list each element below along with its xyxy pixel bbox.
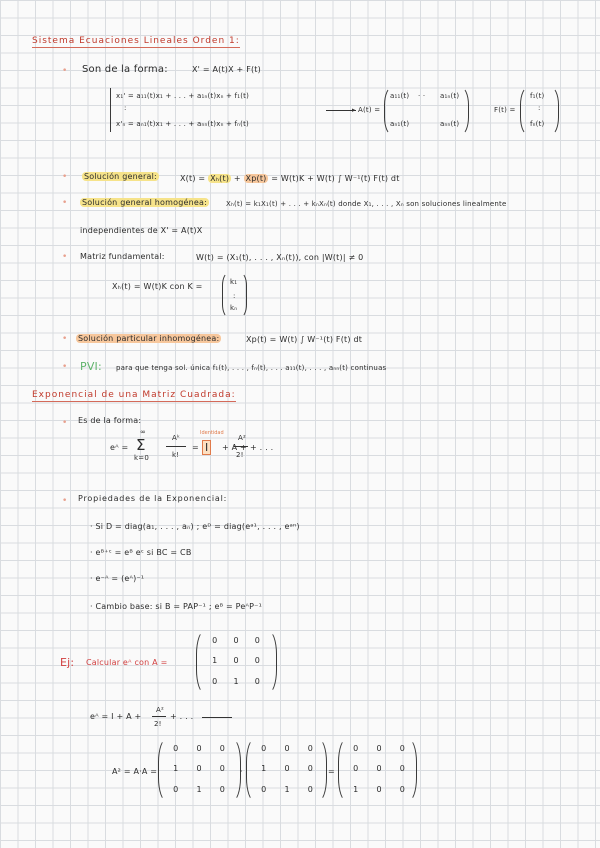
series-tail: + . . .: [170, 712, 194, 721]
cell: 0: [219, 785, 225, 795]
general-label: [82, 172, 159, 181]
form-intro: Son de la forma:: [82, 64, 168, 75]
prop-dot: ·: [90, 522, 96, 531]
cell: 0: [196, 743, 202, 753]
general-eq-b: = W(t)K + W(t) ∫ W⁻¹(t) F(t) dt: [268, 174, 400, 183]
prop-dot: ·: [90, 602, 96, 611]
cell: 0: [353, 743, 359, 753]
a1n: a₁ₙ(t): [440, 92, 460, 100]
general-equation: [180, 174, 400, 183]
general-xp: Xp(t): [245, 174, 267, 183]
pvi-text: para que tenga sol. única f₁(t), . . . , fₙ(t), . . . a₁₁(t), . . . , aₙₙ(t) continuas: [116, 364, 387, 372]
matrix-3: [344, 738, 414, 800]
system-brace: [110, 88, 111, 132]
cell: 0: [173, 743, 179, 753]
a2-label: A² = A·A =: [112, 767, 158, 776]
sum-top: ∞: [140, 428, 147, 436]
cell: 1: [212, 656, 218, 666]
cell: 1: [196, 785, 202, 795]
cell: 0: [399, 785, 405, 795]
cell: 0: [399, 764, 405, 774]
homog-equation: Xₕ(t) = k₁X₁(t) + . . . + kₙXₙ(t) donde X₁, . . . , Xₙ son soluciones linealmente: [226, 200, 507, 208]
series-den: 2!: [154, 720, 162, 728]
frac-num: Aᵏ: [172, 434, 181, 442]
bullet: •: [62, 252, 68, 262]
k-dots: :: [233, 292, 236, 300]
frac2-line: [234, 446, 248, 447]
arrow-head: ▸: [352, 106, 356, 114]
cell: 1: [353, 785, 359, 795]
cell: 0: [212, 677, 218, 687]
expo-intro: Es de la forma:: [78, 416, 142, 425]
cell: 1: [261, 764, 267, 774]
kn: kₙ: [230, 304, 238, 312]
matrix-1: [164, 738, 234, 800]
cell: 0: [219, 743, 225, 753]
cell: 0: [307, 743, 313, 753]
cell: 0: [254, 635, 260, 645]
cell: 0: [261, 743, 267, 753]
frac2-den: 2!: [236, 451, 244, 459]
expo-tail: + . . .: [250, 443, 274, 452]
a11: a₁₁(t): [390, 92, 410, 100]
ann: aₙₙ(t): [440, 120, 460, 128]
system-row-n: x'ₙ = aₙ₁(t)x₁ + . . . + aₙₙ(t)xₙ + fₙ(t): [116, 120, 249, 128]
bullet: •: [62, 362, 68, 372]
matrix-A-label: A(t) =: [358, 106, 381, 114]
cell: 0: [212, 635, 218, 645]
expo-rest: + A +: [222, 443, 247, 452]
F-right-paren: [550, 86, 559, 136]
F-left-paren: [520, 86, 529, 136]
identity-tag: Identidad: [200, 430, 224, 436]
m3-right: [408, 738, 417, 802]
prop-2-text: eᴮ⁺ᶜ = eᴮ eᶜ si BC = CB: [95, 548, 192, 557]
dot-op: ·: [240, 767, 243, 776]
cell: 0: [254, 656, 260, 666]
eq-op: =: [328, 767, 335, 776]
system-dots: :: [124, 104, 127, 112]
prop-4-text: Cambio base: si B = PAP⁻¹ ; eᴮ = PeᴬP⁻¹: [95, 602, 262, 611]
exA-right-paren: [268, 630, 277, 694]
expo-eq: =: [192, 443, 199, 452]
fund-equation: W(t) = (X₁(t), . . . , Xₙ(t)), con |W(t)| ≠ 0: [196, 253, 364, 262]
cell: 0: [173, 785, 179, 795]
general-label-text: Solución general:: [84, 172, 157, 181]
homog-cont: independientes de X' = A(t)X: [80, 226, 203, 235]
cell: 0: [196, 764, 202, 774]
cell: 0: [254, 677, 260, 687]
general-xh: Xₕ(t): [210, 174, 230, 183]
prop-3: [90, 574, 144, 583]
partic-equation: Xp(t) = W(t) ∫ W⁻¹(t) F(t) dt: [246, 335, 363, 344]
general-eq-a: X(t) =: [180, 174, 209, 183]
expo-lhs: eᴬ =: [110, 443, 129, 452]
cell: 0: [233, 635, 239, 645]
cell: 0: [376, 764, 382, 774]
form-equation: X' = A(t)X + F(t): [192, 65, 261, 74]
section-title-exponential: Exponencial de una Matriz Cuadrada:: [32, 390, 236, 400]
cell: 1: [284, 785, 290, 795]
homog-label: [80, 198, 209, 207]
cell: 0: [376, 743, 382, 753]
bullet: •: [62, 198, 68, 208]
frac-line: [166, 446, 186, 447]
series-lhs: eᴬ = I + A +: [90, 712, 142, 721]
exA-matrix: [204, 630, 268, 692]
cell: 0: [307, 785, 313, 795]
dots: · ·: [418, 92, 426, 100]
system-row-1: x₁' = a₁₁(t)x₁ + . . . + a₁ₙ(t)xₙ + f₁(t): [116, 92, 250, 100]
cell: 0: [353, 764, 359, 774]
homog-label-text: Solución general homogénea:: [82, 198, 207, 207]
props-title: Propiedades de la Exponencial:: [78, 494, 228, 503]
prop-4: [90, 602, 262, 611]
bullet: •: [62, 418, 68, 428]
cell: 0: [233, 656, 239, 666]
sum-sign: Σ: [136, 436, 146, 454]
cell: 0: [284, 764, 290, 774]
fund-xh: Xₕ(t) = W(t)K con K =: [112, 282, 203, 291]
partic-label: [76, 334, 221, 343]
cell: 1: [233, 677, 239, 687]
prop-1-text: Si D = diag(a₁, . . . , aₙ) ; eᴰ = diag(eᵃ¹, . . . , eᵃⁿ): [95, 522, 300, 531]
partic-label-text: Solución particular inhomogénea:: [78, 334, 220, 343]
cell: 0: [261, 785, 267, 795]
cell: 0: [284, 743, 290, 753]
bullet: •: [62, 334, 68, 344]
cell: 0: [219, 764, 225, 774]
prop-1: [90, 522, 300, 531]
frac2-num: A²: [238, 434, 246, 442]
k1: k₁: [230, 278, 238, 286]
fn: fₙ(t): [530, 120, 545, 128]
section-title-systems: Sistema Ecuaciones Lineales Orden 1:: [32, 36, 240, 46]
cell: 0: [399, 743, 405, 753]
K-left-paren: [222, 272, 229, 318]
series-frac-line: [152, 716, 166, 717]
m2-right: [318, 738, 327, 802]
matrix-2: [252, 738, 322, 800]
sum-bottom: k=0: [134, 454, 149, 462]
K-right-paren: [240, 272, 247, 318]
identity-box: I: [202, 440, 211, 455]
cell: 0: [376, 785, 382, 795]
series-underline: [202, 717, 232, 718]
prop-dot: ·: [90, 574, 96, 583]
f1: f₁(t): [530, 92, 545, 100]
prop-dot: ·: [90, 548, 96, 557]
F-label: F(t) =: [494, 106, 516, 114]
general-plus: +: [231, 174, 244, 183]
fund-label: Matriz fundamental:: [80, 252, 165, 261]
pvi-label: PVI:: [80, 360, 102, 373]
prop-3-text: e⁻ᴬ = (eᴬ)⁻¹: [95, 574, 145, 583]
example-text: Calcular eᴬ con A =: [86, 658, 168, 667]
f-dots: :: [538, 104, 541, 112]
an1: aₙ₁(t): [390, 120, 410, 128]
frac-den: k!: [172, 451, 180, 459]
prop-2: [90, 548, 192, 557]
matrix-A-right-paren: [460, 86, 469, 136]
bullet: •: [62, 172, 68, 182]
bullet: •: [62, 496, 68, 506]
cell: 1: [173, 764, 179, 774]
series-num: A²: [156, 706, 164, 714]
cell: 0: [307, 764, 313, 774]
example-label: Ej:: [60, 656, 75, 669]
bullet: •: [62, 66, 68, 76]
